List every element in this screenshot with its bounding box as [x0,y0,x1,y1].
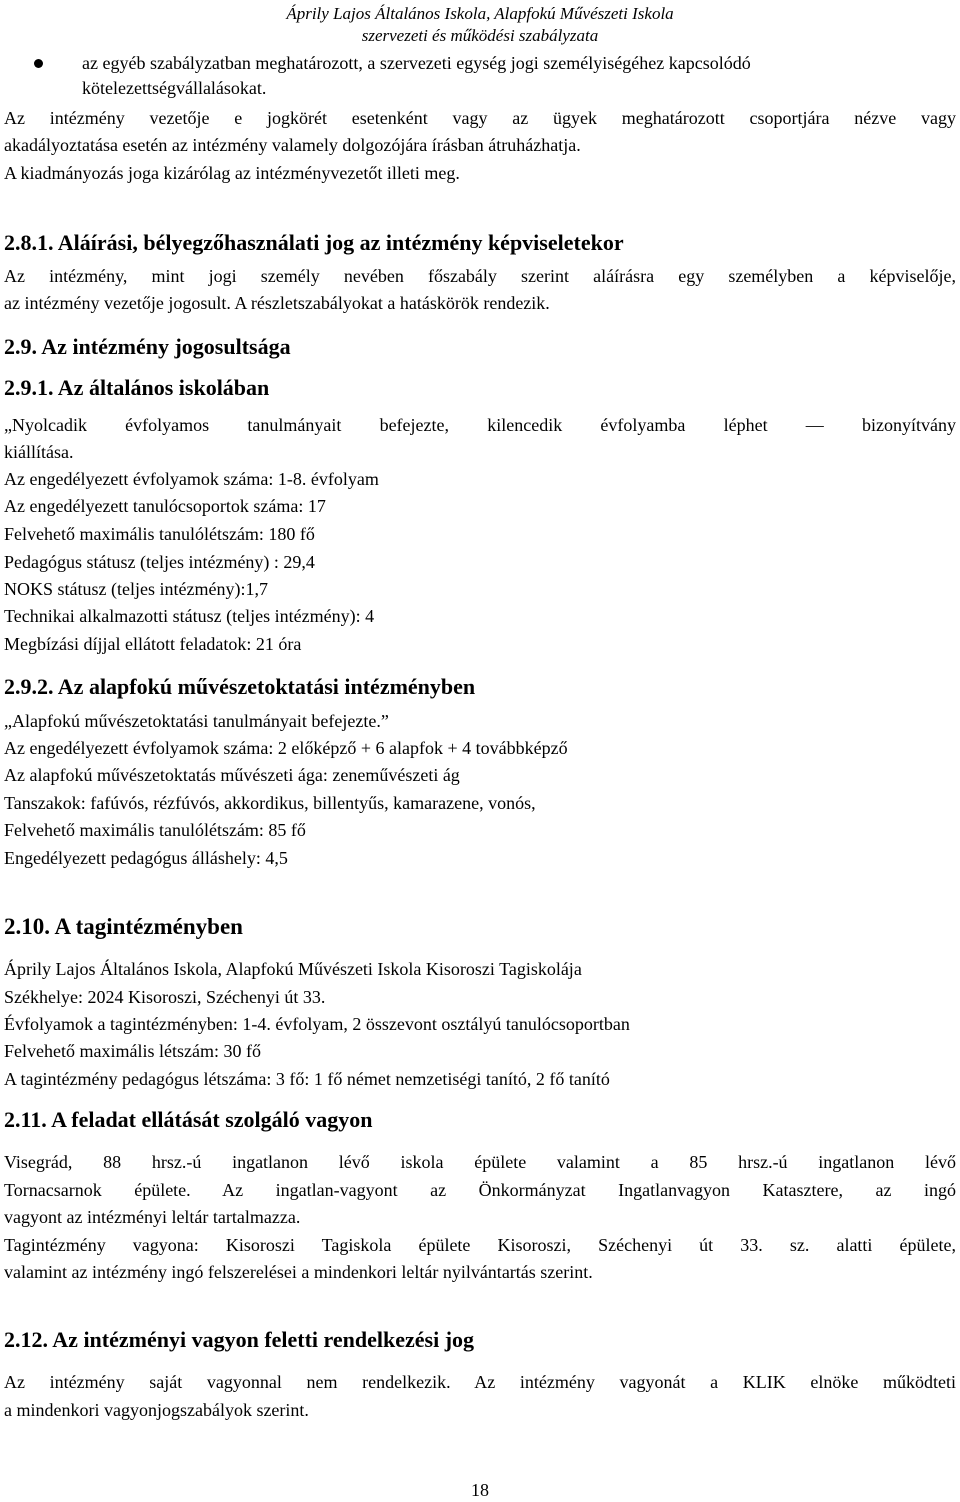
section-heading-2-9: 2.9. Az intézmény jogosultsága [4,334,291,359]
info-line: Az engedélyezett tanulócsoportok száma: 17 [4,496,326,516]
bullet-text-line: kötelezettségvállalásokat. [82,78,267,98]
paragraph-line: A kiadmányozás joga kizárólag az intézményvezetőt illeti meg. [4,163,460,183]
paragraph-line: Visegrád, 88 hrsz.-ú ingatlanon lévő iskola épülete valamint a 85 hrsz.-ú ingatlanon lévő [4,1152,956,1172]
info-line: Felvehető maximális tanulólétszám: 85 fő [4,820,306,840]
info-line: Pedagógus státusz (teljes intézmény) : 29,4 [4,552,315,572]
info-line: Felvehető maximális tanulólétszám: 180 fő [4,524,315,544]
quote-line: „Nyolcadik évfolyamos tanulmányait befejezte, kilencedik évfolyamba léphet — bizonyítvány [4,415,956,435]
paragraph-line: az intézmény vezetője jogosult. A részletszabályokat a hatáskörök rendezik. [4,293,550,313]
page-number: 18 [471,1480,489,1500]
paragraph-line: Az intézmény, mint jogi személy nevében főszabály szerint aláírásra egy személyben a képviselője, [4,266,956,286]
info-line: Az engedélyezett évfolyamok száma: 1-8. évfolyam [4,469,379,489]
bullet-icon [34,59,43,68]
info-line: Áprily Lajos Általános Iskola, Alapfokú Művészeti Iskola Kisoroszi Tagiskolája [4,959,582,979]
paragraph-line: Tornacsarnok épülete. Az ingatlan-vagyont az Önkormányzat Ingatlanvagyon Katasztere, az ingó [4,1180,956,1200]
paragraph-line: akadályoztatása esetén az intézmény valamely dolgozójára írásban átruházhatja. [4,135,581,155]
bullet-text-line: az egyéb szabályzatban meghatározott, a szervezeti egység jogi személyiségéhez kapcsolódó [82,53,751,73]
quote-line: „Alapfokú művészetoktatási tanulmányait befejezte.” [4,711,389,731]
paragraph-line: vagyont az intézményi leltár tartalmazza. [4,1207,301,1227]
paragraph-line: a mindenkori vagyonjogszabályok szerint. [4,1400,309,1420]
section-heading-2-9-2: 2.9.2. Az alapfokú művészetoktatási intézményben [4,674,476,699]
info-line: Évfolyamok a tagintézményben: 1-4. évfolyam, 2 összevont osztályú tanulócsoportban [4,1014,630,1034]
section-heading-2-12: 2.12. Az intézményi vagyon feletti rendelkezési jog [4,1327,475,1352]
section-heading-2-10: 2.10. A tagintézményben [4,914,243,939]
paragraph-line: Tagintézmény vagyona: Kisoroszi Tagiskola épülete Kisoroszi, Széchenyi út 33. sz. alatti épülete, [4,1235,956,1255]
info-line: Megbízási díjjal ellátott feladatok: 21 óra [4,634,302,654]
info-line: Az engedélyezett évfolyamok száma: 2 előképző + 6 alapfok + 4 továbbképző [4,738,568,758]
info-line: NOKS státusz (teljes intézmény):1,7 [4,579,268,599]
paragraph-line: valamint az intézmény ingó felszerelései a mindenkori leltár nyilvántartás szerint. [4,1262,593,1282]
document-header-subtitle: szervezeti és működési szabályzata [361,26,599,45]
info-line: Székhelye: 2024 Kisoroszi, Széchenyi út 33. [4,987,326,1007]
quote-line: kiállítása. [4,442,74,462]
info-line: Az alapfokú művészetoktatás művészeti ága: zeneművészeti ág [4,765,460,785]
document-header-title: Áprily Lajos Általános Iskola, Alapfokú Művészeti Iskola [286,4,674,23]
info-line: A tagintézmény pedagógus létszáma: 3 fő: 1 fő német nemzetiségi tanító, 2 fő tanító [4,1069,610,1089]
section-heading-2-11: 2.11. A feladat ellátását szolgáló vagyon [4,1107,373,1132]
info-line: Engedélyezett pedagógus álláshely: 4,5 [4,848,288,868]
info-line: Technikai alkalmazotti státusz (teljes intézmény): 4 [4,606,375,626]
section-heading-2-8-1: 2.8.1. Aláírási, bélyegzőhasználati jog az intézmény képviseletekor [4,230,624,255]
paragraph-line: Az intézmény saját vagyonnal nem rendelkezik. Az intézmény vagyonát a KLIK elnöke működteti [4,1372,956,1392]
info-line: Tanszakok: fafúvós, rézfúvós, akkordikus, billentyűs, kamarazene, vonós, [4,793,536,813]
paragraph-line: Az intézmény vezetője e jogkörét esetenként vagy az ügyek meghatározott csoportjára nézve vagy [4,108,956,128]
info-line: Felvehető maximális létszám: 30 fő [4,1041,261,1061]
section-heading-2-9-1: 2.9.1. Az általános iskolában [4,375,270,400]
